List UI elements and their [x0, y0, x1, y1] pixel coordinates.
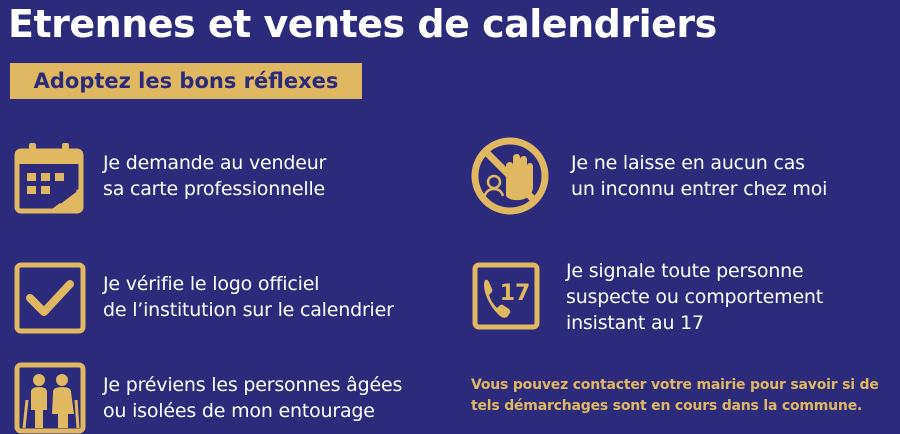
phone-number-label: 17 — [499, 281, 531, 306]
phone-17-icon — [472, 262, 540, 330]
mairie-contact-note — [471, 375, 879, 417]
subtitle-banner — [10, 63, 362, 99]
item-warn-elderly — [103, 372, 402, 424]
note-line: tels démarchages sont en cours dans la commune. — [471, 398, 863, 414]
item-line: insistant au 17 — [566, 312, 704, 334]
item-line: de l’institution sur le calendrier — [103, 299, 394, 321]
item-no-stranger — [571, 150, 827, 202]
item-line: Je signale toute personne — [566, 260, 804, 282]
calendar-icon — [14, 141, 86, 215]
checkmark-icon — [14, 262, 86, 334]
no-entry-hand-icon — [470, 136, 550, 216]
page-title: Etrennes et ventes de calendriers — [8, 2, 717, 46]
item-vendor-card — [103, 150, 326, 202]
item-line: suspecte ou comportement — [566, 286, 824, 308]
item-line: Je demande au vendeur — [103, 152, 327, 174]
item-report-17 — [566, 258, 823, 336]
subtitle-text: Adoptez les bons réflexes — [33, 69, 339, 93]
item-line: un inconnu entrer chez moi — [571, 178, 828, 200]
item-line: ou isolées de mon entourage — [103, 400, 375, 422]
item-line: Je ne laisse en aucun cas — [571, 152, 805, 174]
item-line: Je vérifie le logo officiel — [103, 273, 320, 295]
item-line: sa carte professionnelle — [103, 178, 326, 200]
item-line: Je préviens les personnes âgées — [103, 374, 403, 396]
note-line: Vous pouvez contacter votre mairie pour savoir si de — [471, 377, 879, 393]
item-official-logo — [103, 271, 394, 323]
elderly-people-icon — [14, 362, 86, 434]
